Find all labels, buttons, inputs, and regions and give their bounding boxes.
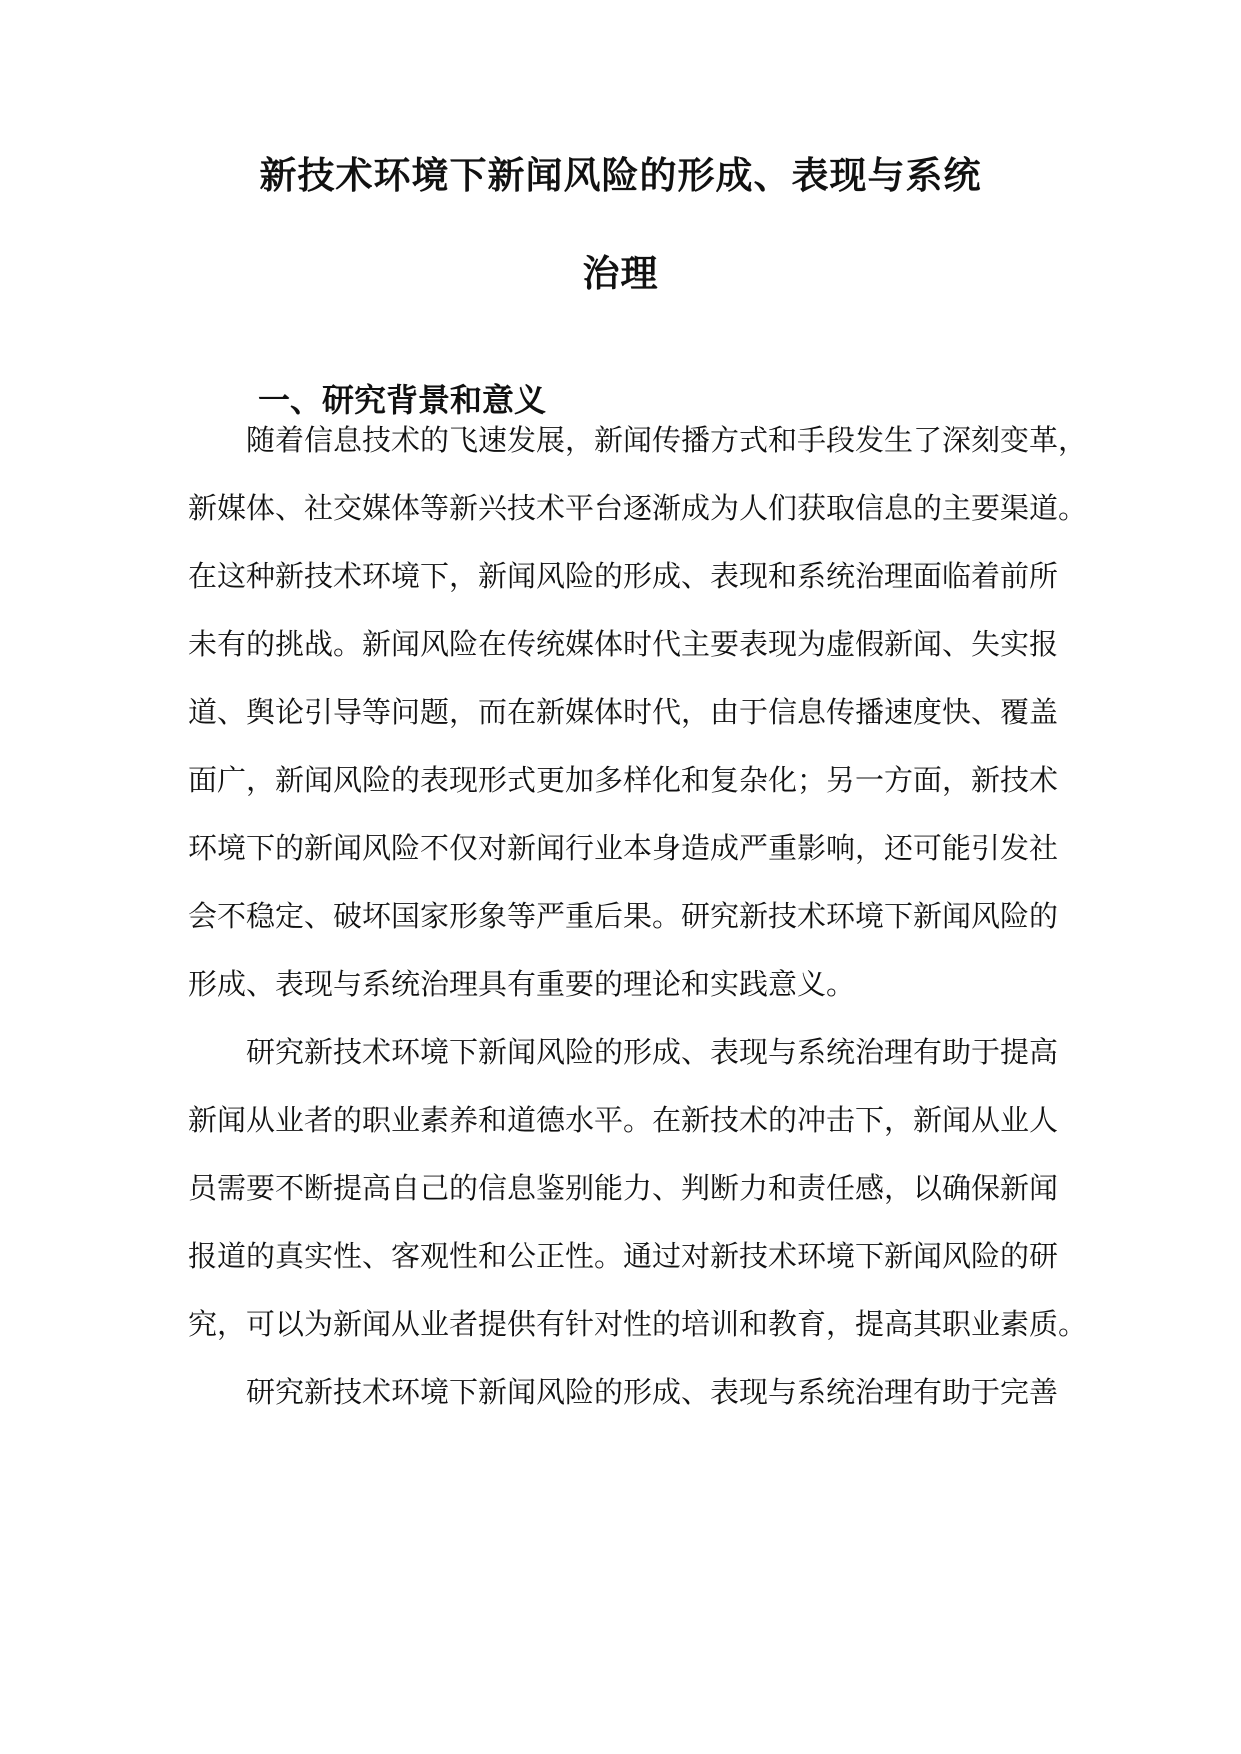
paragraph-1-line-9: 形成、表现与系统治理具有重要的理论和实践意义。 [188, 967, 856, 1001]
section-heading: 一、研究背景和意义 [258, 381, 547, 419]
paragraph-2-line-4: 报道的真实性、客观性和公正性。通过对新技术环境下新闻风险的研 [188, 1239, 1059, 1273]
paragraph-1-line-1: 随着信息技术的飞速发展，新闻传播方式和手段发生了深刻变革， [246, 423, 1088, 457]
paragraph-1-line-5: 道、舆论引导等问题，而在新媒体时代，由于信息传播速度快、覆盖 [188, 695, 1059, 729]
paragraph-2-line-1: 研究新技术环境下新闻风险的形成、表现与系统治理有助于提高 [246, 1035, 1059, 1069]
paragraph-1-line-8: 会不稳定、破坏国家形象等严重后果。研究新技术环境下新闻风险的 [188, 899, 1059, 933]
paragraph-1-line-2: 新媒体、社交媒体等新兴技术平台逐渐成为人们获取信息的主要渠道。 [188, 491, 1088, 525]
paragraph-1-line-4: 未有的挑战。新闻风险在传统媒体时代主要表现为虚假新闻、失实报 [188, 627, 1059, 661]
document-title-line-1: 新技术环境下新闻风险的形成、表现与系统 [259, 154, 982, 197]
paragraph-1-line-6: 面广，新闻风险的表现形式更加多样化和复杂化；另一方面，新技术 [188, 763, 1059, 797]
paragraph-2-line-5: 究，可以为新闻从业者提供有针对性的培训和教育，提高其职业素质。 [188, 1307, 1088, 1341]
paragraph-2-line-3: 员需要不断提高自己的信息鉴别能力、判断力和责任感，以确保新闻 [188, 1171, 1059, 1205]
document-title-line-2: 治理 [582, 252, 659, 295]
paragraph-1-line-3: 在这种新技术环境下，新闻风险的形成、表现和系统治理面临着前所 [188, 559, 1059, 593]
paragraph-3-line-1: 研究新技术环境下新闻风险的形成、表现与系统治理有助于完善 [246, 1375, 1059, 1409]
paragraph-1-line-7: 环境下的新闻风险不仅对新闻行业本身造成严重影响，还可能引发社 [188, 831, 1059, 865]
paragraph-2-line-2: 新闻从业者的职业素养和道德水平。在新技术的冲击下，新闻从业人 [188, 1103, 1059, 1137]
